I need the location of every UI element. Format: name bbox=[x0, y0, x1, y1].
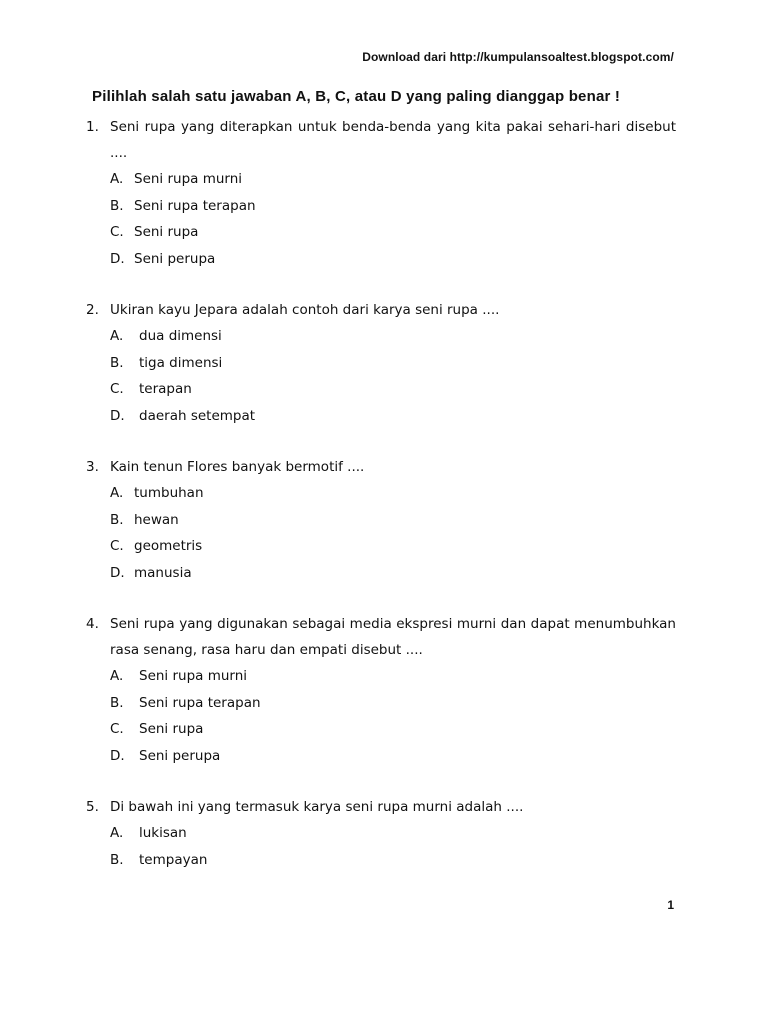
question-row bbox=[86, 114, 676, 166]
option-text: Seni perupa bbox=[134, 250, 216, 267]
option-text: Seni rupa terapan bbox=[134, 197, 256, 214]
question-number: 5. bbox=[86, 799, 99, 815]
question-text: Ukiran kayu Jepara adalah contoh dari karya seni rupa .... bbox=[110, 302, 500, 318]
question-number: 1. bbox=[86, 119, 99, 135]
option-letter: A. bbox=[110, 485, 124, 501]
page-number: 1 bbox=[667, 898, 674, 912]
option-letter: B. bbox=[110, 694, 124, 711]
question-item bbox=[86, 794, 676, 873]
question-row bbox=[86, 611, 676, 663]
option-list bbox=[86, 663, 676, 769]
question-text: Seni rupa yang digunakan sebagai media ekspresi murni dan dapat menumbuhkan rasa senang, rasa haru dan empati disebut .... bbox=[110, 616, 676, 658]
question-number: 3. bbox=[86, 459, 99, 475]
question-number: 2. bbox=[86, 302, 99, 318]
option-letter: C. bbox=[110, 381, 124, 397]
option-item bbox=[110, 507, 676, 534]
option-item bbox=[110, 480, 676, 507]
option-item bbox=[110, 820, 676, 847]
option-text: Seni perupa bbox=[139, 747, 221, 764]
option-item bbox=[110, 743, 676, 770]
option-item bbox=[110, 716, 676, 743]
option-text: tempayan bbox=[139, 851, 208, 868]
option-item bbox=[110, 350, 676, 377]
option-text: geometris bbox=[134, 538, 203, 554]
option-item bbox=[110, 403, 676, 430]
option-text: hewan bbox=[134, 511, 179, 528]
question-text: Kain tenun Flores banyak bermotif .... bbox=[110, 459, 365, 475]
option-item bbox=[110, 376, 676, 403]
question-item bbox=[86, 611, 676, 769]
option-letter: D. bbox=[110, 747, 125, 764]
option-item bbox=[110, 219, 676, 246]
option-letter: A. bbox=[110, 328, 124, 344]
option-item bbox=[110, 323, 676, 350]
option-item bbox=[110, 246, 676, 273]
option-item bbox=[110, 690, 676, 717]
option-list bbox=[86, 323, 676, 429]
option-letter: A. bbox=[110, 825, 124, 841]
question-item bbox=[86, 454, 676, 586]
option-text: daerah setempat bbox=[139, 407, 256, 424]
download-source-header: Download dari http://kumpulansoaltest.blogspot.com/ bbox=[362, 50, 674, 64]
option-list bbox=[86, 480, 676, 586]
option-text: terapan bbox=[139, 381, 192, 397]
question-number: 4. bbox=[86, 616, 99, 632]
option-item bbox=[110, 533, 676, 560]
option-letter: C. bbox=[110, 224, 124, 240]
option-text: lukisan bbox=[139, 825, 187, 841]
option-item bbox=[110, 560, 676, 587]
question-item bbox=[86, 297, 676, 429]
option-item bbox=[110, 663, 676, 690]
option-letter: B. bbox=[110, 354, 124, 371]
option-letter: B. bbox=[110, 197, 124, 214]
question-text: Di bawah ini yang termasuk karya seni rupa murni adalah .... bbox=[110, 799, 524, 815]
question-list bbox=[86, 114, 676, 898]
option-text: Seni rupa terapan bbox=[139, 694, 261, 711]
option-text: tiga dimensi bbox=[139, 354, 223, 371]
question-item bbox=[86, 114, 676, 272]
option-letter: D. bbox=[110, 407, 125, 424]
option-letter: B. bbox=[110, 851, 124, 868]
option-letter: D. bbox=[110, 564, 125, 581]
option-text: tumbuhan bbox=[134, 485, 204, 501]
option-letter: B. bbox=[110, 511, 124, 528]
option-list bbox=[86, 820, 676, 873]
option-item bbox=[110, 193, 676, 220]
option-letter: A. bbox=[110, 668, 124, 684]
option-text: Seni rupa bbox=[139, 721, 204, 737]
option-text: manusia bbox=[134, 564, 192, 581]
option-text: Seni rupa bbox=[134, 224, 199, 240]
option-letter: A. bbox=[110, 171, 124, 187]
option-item bbox=[110, 166, 676, 193]
question-row bbox=[86, 297, 676, 323]
instruction-text: Pilihlah salah satu jawaban A, B, C, atau D yang paling dianggap benar ! bbox=[92, 88, 621, 105]
option-text: Seni rupa murni bbox=[139, 668, 248, 684]
question-row bbox=[86, 454, 676, 480]
option-letter: C. bbox=[110, 721, 124, 737]
question-text: Seni rupa yang diterapkan untuk benda-benda yang kita pakai sehari-hari disebut .... bbox=[110, 119, 676, 161]
option-text: dua dimensi bbox=[139, 328, 222, 344]
option-letter: C. bbox=[110, 538, 124, 554]
question-row bbox=[86, 794, 676, 820]
option-list bbox=[86, 166, 676, 272]
option-text: Seni rupa murni bbox=[134, 171, 243, 187]
option-item bbox=[110, 847, 676, 874]
option-letter: D. bbox=[110, 250, 125, 267]
